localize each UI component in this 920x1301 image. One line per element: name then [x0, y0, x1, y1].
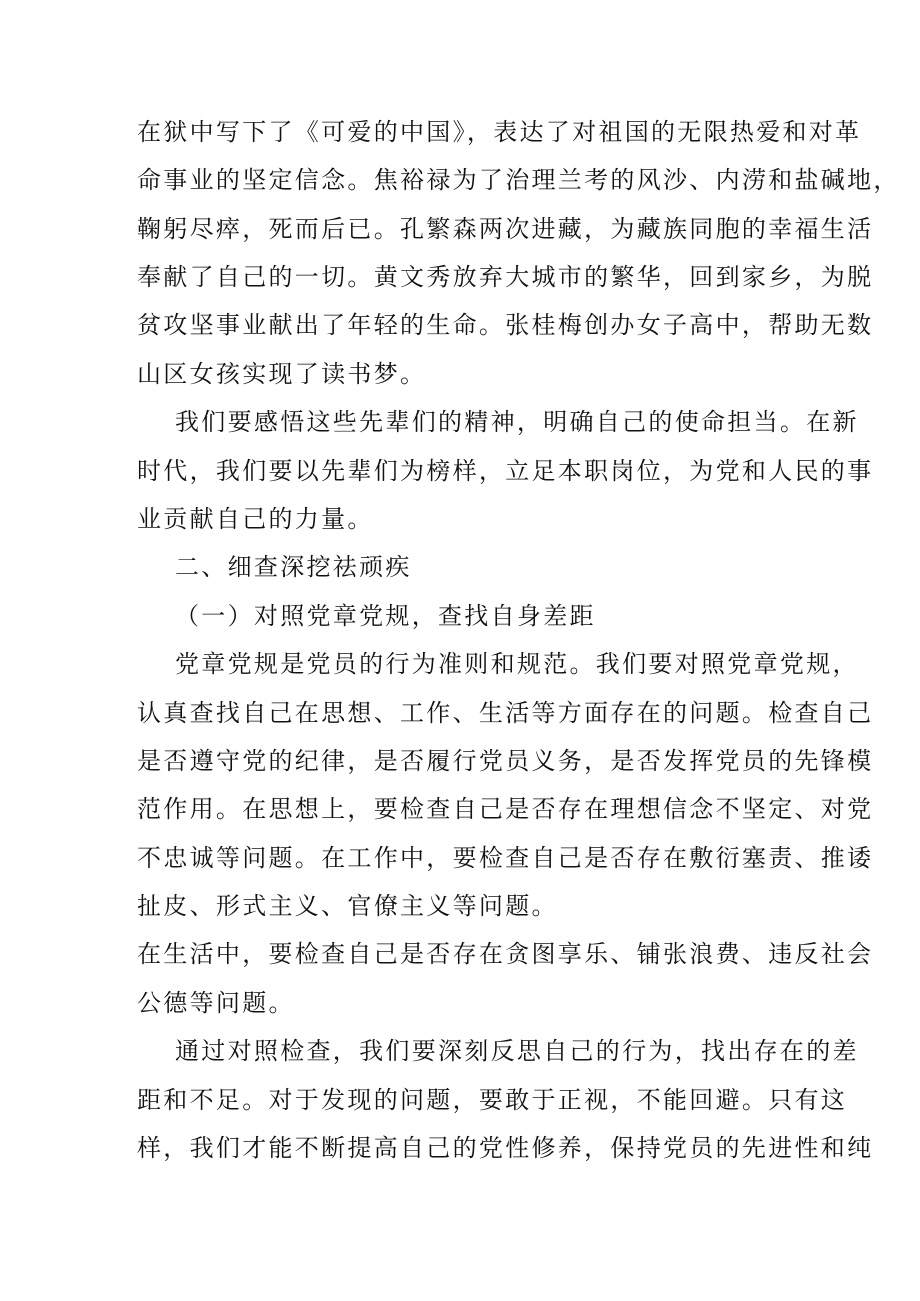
text-line-5: 贫攻坚事业献出了年轻的生命。张桂梅创办女子高中，帮助无数	[137, 311, 874, 339]
text-line-15: 范作用。在思想上，要检查自己是否存在理想信念不坚定、对党	[137, 795, 874, 823]
text-line-4: 奉献了自己的一切。黄文秀放弃大城市的繁华，回到家乡，为脱	[137, 263, 874, 291]
text-line-2: 命事业的坚定信念。焦裕禄为了治理兰考的风沙、内涝和盐碱地，	[137, 166, 900, 194]
text-line-20: 通过对照检查，我们要深刻反思自己的行为，找出存在的差	[175, 1037, 859, 1065]
text-line-12: 党章党规是党员的行为准则和规范。我们要对照党章党规，	[175, 650, 859, 678]
text-line-21: 距和不足。对于发现的问题，要敢于正视，不能回避。只有这	[137, 1086, 848, 1114]
text-line-13: 认真查找自己在思想、工作、生活等方面存在的问题。检查自己	[137, 699, 874, 727]
text-line-3: 鞠躬尽瘁，死而后已。孔繁森两次进藏，为藏族同胞的幸福生活	[137, 215, 874, 243]
text-line-6: 山区女孩实现了读书梦。	[137, 360, 427, 388]
text-line-8: 时代，我们要以先辈们为榜样，立足本职岗位，为党和人民的事	[137, 457, 874, 485]
text-line-1: 在狱中写下了《可爱的中国》，表达了对祖国的无限热爱和对革	[137, 118, 862, 146]
subsection-heading: （一）对照党章党规，查找自身差距	[175, 602, 596, 630]
text-line-17: 扯皮、形式主义、官僚主义等问题。	[137, 892, 558, 920]
text-line-14: 是否遵守党的纪律，是否履行党员义务，是否发挥党员的先锋模	[137, 747, 874, 775]
text-line-18: 在生活中，要检查自己是否存在贪图享乐、铺张浪费、违反社会	[137, 940, 874, 968]
text-line-9: 业贡献自己的力量。	[137, 505, 374, 533]
text-line-7: 我们要感悟这些先辈们的精神，明确自己的使命担当。在新	[175, 408, 859, 436]
text-line-16: 不忠诚等问题。在工作中，要检查自己是否存在敷衍塞责、推诿	[137, 844, 874, 872]
text-line-19: 公德等问题。	[137, 989, 295, 1017]
text-line-22: 样，我们才能不断提高自己的党性修养，保持党员的先进性和纯	[137, 1134, 874, 1162]
section-heading: 二、细查深挖祛顽疾	[175, 553, 412, 581]
